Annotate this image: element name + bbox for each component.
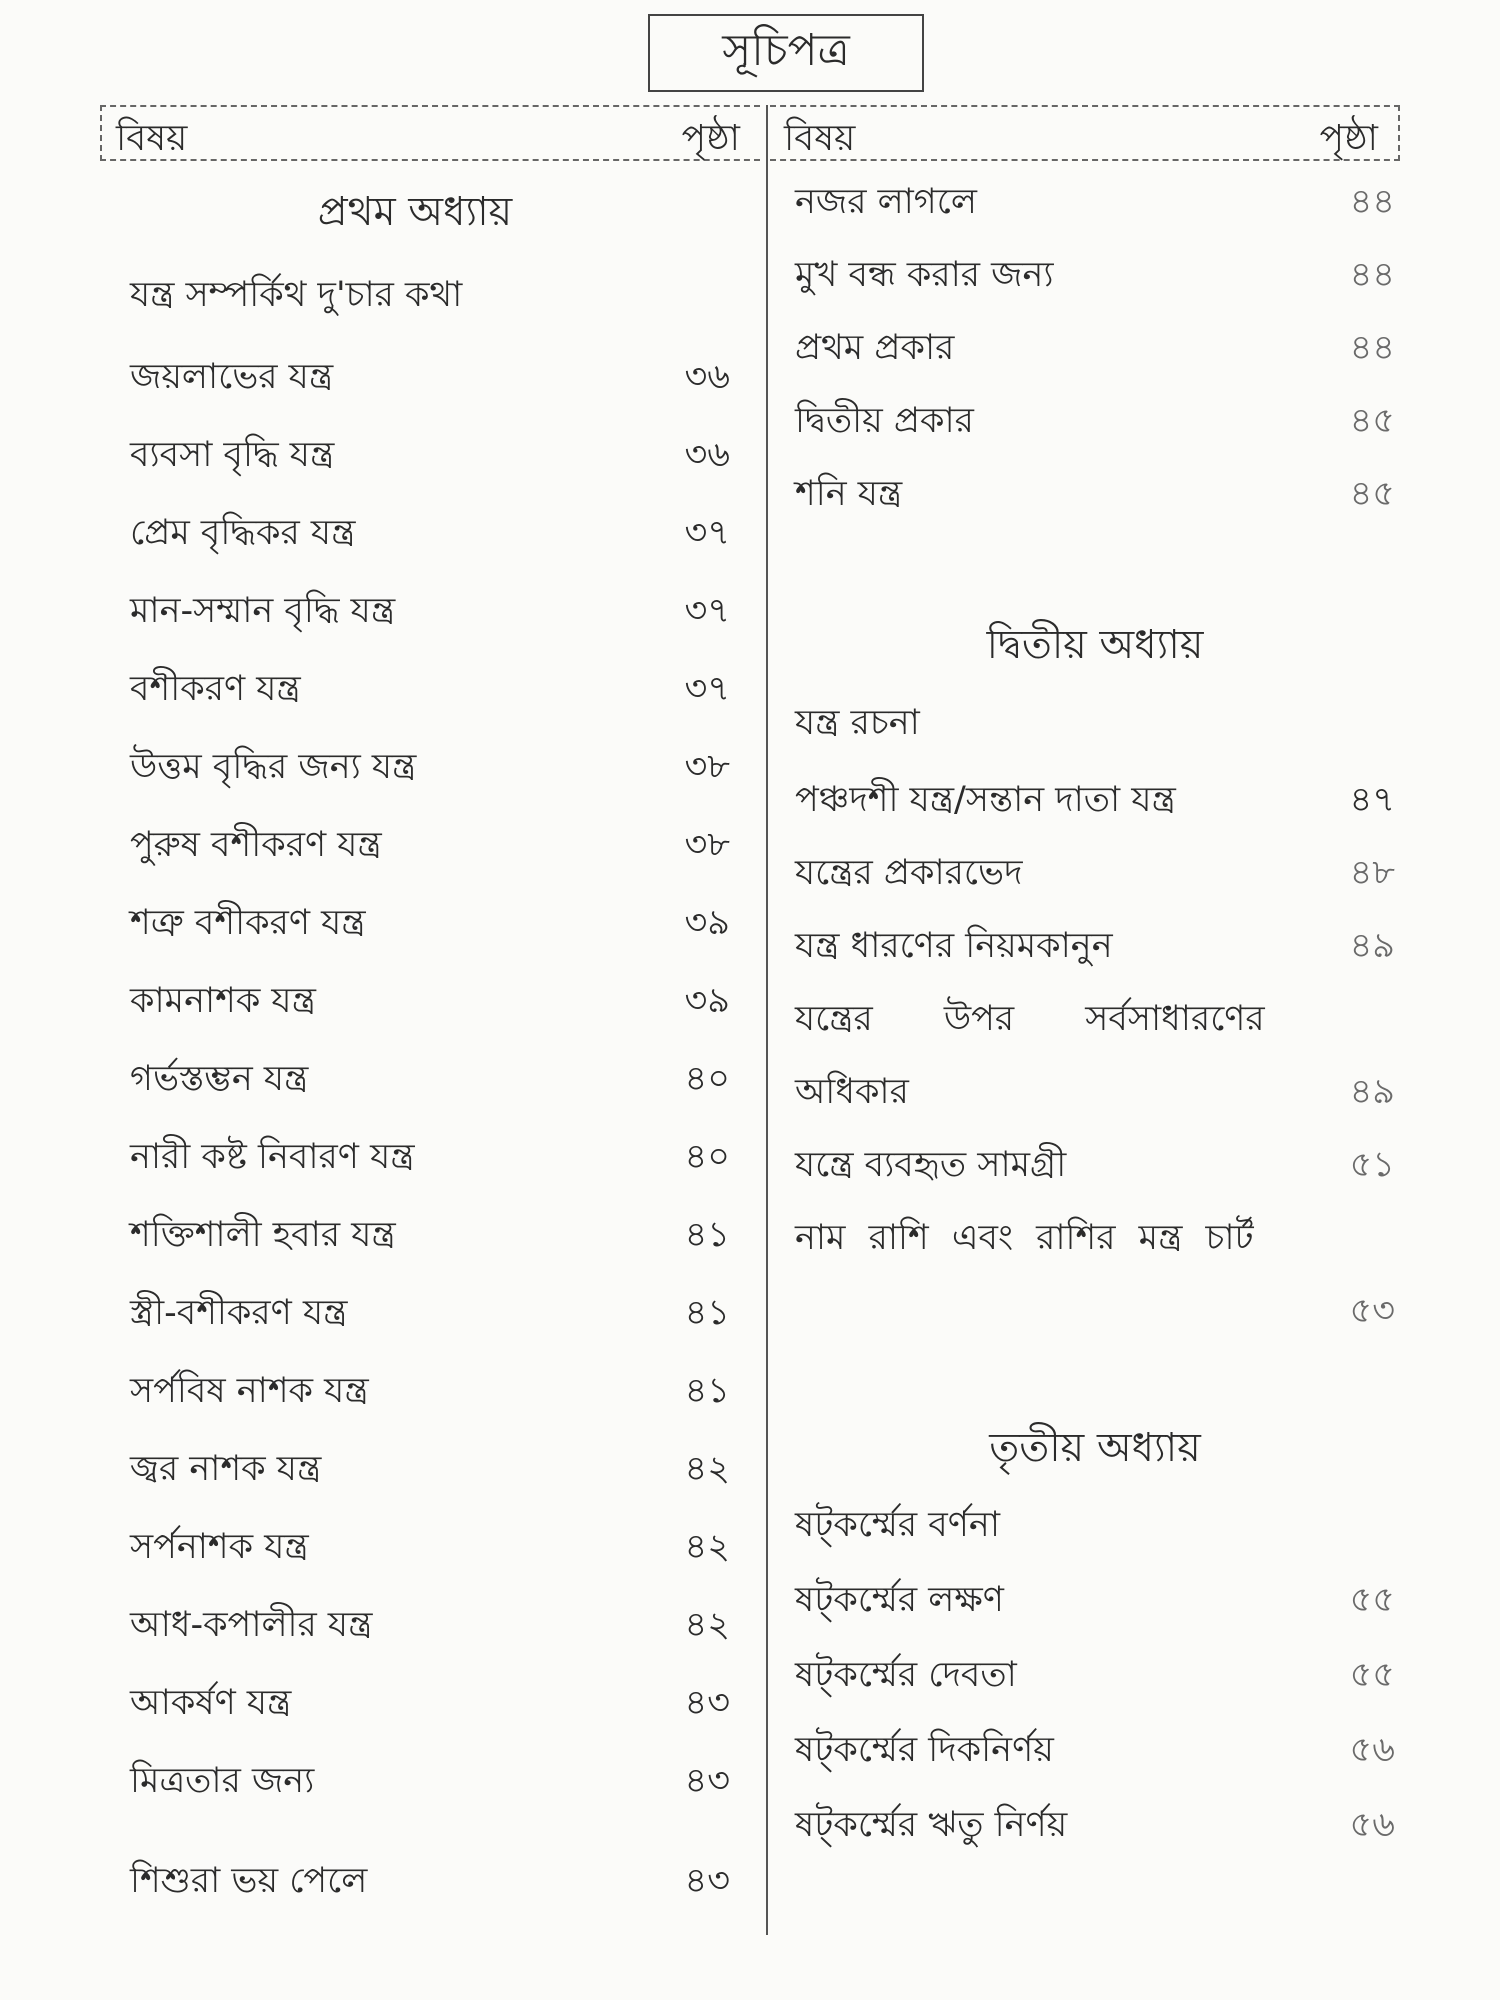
list-item: প্রেম বৃদ্ধিকর যন্ত্র ৩৭ [100,503,730,563]
page-number: ৫৫ [1349,1580,1395,1620]
list-item: অধিকার ৪৯ [795,1062,1395,1122]
left-column [100,0,730,2000]
page-number: ৪২ [684,1527,730,1567]
page-number: ৪৫ [1349,401,1395,441]
list-item [795,1281,1395,1341]
page-number: ৪৮ [1349,853,1395,893]
chapter-intro: যন্ত্র রচনা [795,703,920,743]
page-number: ৫৫ [1349,1655,1395,1695]
chapter-intro: যন্ত্র সম্পর্কিথ দু'চার কথা [130,275,463,315]
list-item: মিত্রতার জন্য ৪৩ [100,1751,730,1811]
page-number: ৪২ [684,1605,730,1645]
list-item: নাম রাশি এবং রাশির মন্ত্র চার্ট [795,1218,1254,1258]
chapter-intro: ষট্‌কর্ম্মের বর্ণনা [795,1505,1000,1545]
list-item: শনি যন্ত্র ৪৫ [795,464,1395,524]
page-number: ৫৬ [1349,1805,1395,1845]
page-number: ৪৪ [1349,255,1395,295]
page-number: ৪৩ [684,1683,730,1723]
list-item: ষট্‌কর্ম্মের দিকনির্ণয় ৫৬ [795,1720,1395,1780]
page-number: ৪৫ [1349,474,1395,514]
list-item: সর্পনাশক যন্ত্র ৪২ [100,1517,730,1577]
list-item: স্ত্রী-বশীকরণ যন্ত্র ৪১ [100,1283,730,1343]
list-item: মান-সম্মান বৃদ্ধি যন্ত্র ৩৭ [100,581,730,641]
list-item: জ্বর নাশক যন্ত্র ৪২ [100,1439,730,1499]
page-number: ৩৬ [684,357,730,397]
list-item: মুখ বন্ধ করার জন্য ৪৪ [795,245,1395,305]
page-number: ৩৭ [684,513,730,553]
list-item: শক্তিশালী হবার যন্ত্র ৪১ [100,1205,730,1265]
list-item: ষট্‌কর্ম্মের লক্ষণ ৫৫ [795,1570,1395,1630]
list-item: আধ-কপালীর যন্ত্র ৪২ [100,1595,730,1655]
page-number: ৪১ [684,1293,730,1333]
column-divider [766,105,768,1935]
list-item: জয়লাভের যন্ত্র ৩৬ [100,347,730,407]
page-number: ৪৭ [1349,780,1395,820]
page-number: ৪২ [684,1449,730,1489]
page-number: ৫৬ [1349,1730,1395,1770]
page-title: সূচিপত্র [648,14,924,92]
page-number: ৪৩ [684,1861,730,1901]
page-number: ৪০ [684,1137,730,1177]
list-item: যন্ত্রের প্রকারভেদ ৪৮ [795,843,1395,903]
page-number: ৫৩ [1349,1291,1395,1331]
left-page-header: পৃষ্ঠা [681,118,740,159]
page-number: ৩৮ [684,747,730,787]
list-item: নারী কষ্ট নিবারণ যন্ত্র ৪০ [100,1127,730,1187]
list-item: দ্বিতীয় প্রকার ৪৫ [795,391,1395,451]
list-item: গর্ভস্তম্ভন যন্ত্র ৪০ [100,1049,730,1109]
page-number: ৪১ [684,1215,730,1255]
page-number: ৪৪ [1349,182,1395,222]
page-number: ৩৯ [684,903,730,943]
page-number: ৩৭ [684,591,730,631]
left-subject-header: বিষয় [116,118,188,159]
chapter-heading: দ্বিতীয় অধ্যায় [986,622,1204,668]
list-item: পঞ্চদশী যন্ত্র/সন্তান দাতা যন্ত্র ৪৭ [795,770,1395,830]
list-item: কামনাশক যন্ত্র ৩৯ [100,971,730,1031]
page-number: ৪৯ [1349,926,1395,966]
page-number: ৩৮ [684,825,730,865]
list-item: পুরুষ বশীকরণ যন্ত্র ৩৮ [100,815,730,875]
list-item: যন্ত্র ধারণের নিয়মকানুন ৪৯ [795,916,1395,976]
list-item: ষট্‌কর্ম্মের দেবতা ৫৫ [795,1645,1395,1705]
list-item: শিশুরা ভয় পেলে ৪৩ [100,1851,730,1911]
list-item: ষট্‌কর্ম্মের ঋতু নির্ণয় ৫৬ [795,1795,1395,1855]
list-item: সর্পবিষ নাশক যন্ত্র ৪১ [100,1361,730,1421]
list-item: যন্ত্রে ব্যবহৃত সামগ্রী ৫১ [795,1135,1395,1195]
page-number: ৩৭ [684,669,730,709]
list-item: নজর লাগলে ৪৪ [795,172,1395,232]
page-number: ৪০ [684,1059,730,1099]
list-item: প্রথম প্রকার ৪৪ [795,318,1395,378]
page-number: ৩৬ [684,435,730,475]
page-number: ৫১ [1349,1145,1395,1185]
list-item: শত্রু বশীকরণ যন্ত্র ৩৯ [100,893,730,953]
page-number: ৪৯ [1349,1072,1395,1112]
right-subject-header: বিষয় [784,118,856,159]
right-page-header: পৃষ্ঠা [1319,118,1378,159]
chapter-heading: তৃতীয় অধ্যায় [989,1425,1201,1471]
page-number: ৪৩ [684,1761,730,1801]
list-item: আকর্ষণ যন্ত্র ৪৩ [100,1673,730,1733]
chapter-heading: প্রথম অধ্যায় [317,189,513,235]
list-item: যন্ত্রের উপর সর্বসাধারণের [795,999,1265,1039]
page-number: ৪৪ [1349,328,1395,368]
list-item: বশীকরণ যন্ত্র ৩৭ [100,659,730,719]
list-item: ব্যবসা বৃদ্ধি যন্ত্র ৩৬ [100,425,730,485]
page-number: ৪১ [684,1371,730,1411]
right-column [795,0,1395,2000]
page-number: ৩৯ [684,981,730,1021]
list-item: উত্তম বৃদ্ধির জন্য যন্ত্র ৩৮ [100,737,730,797]
